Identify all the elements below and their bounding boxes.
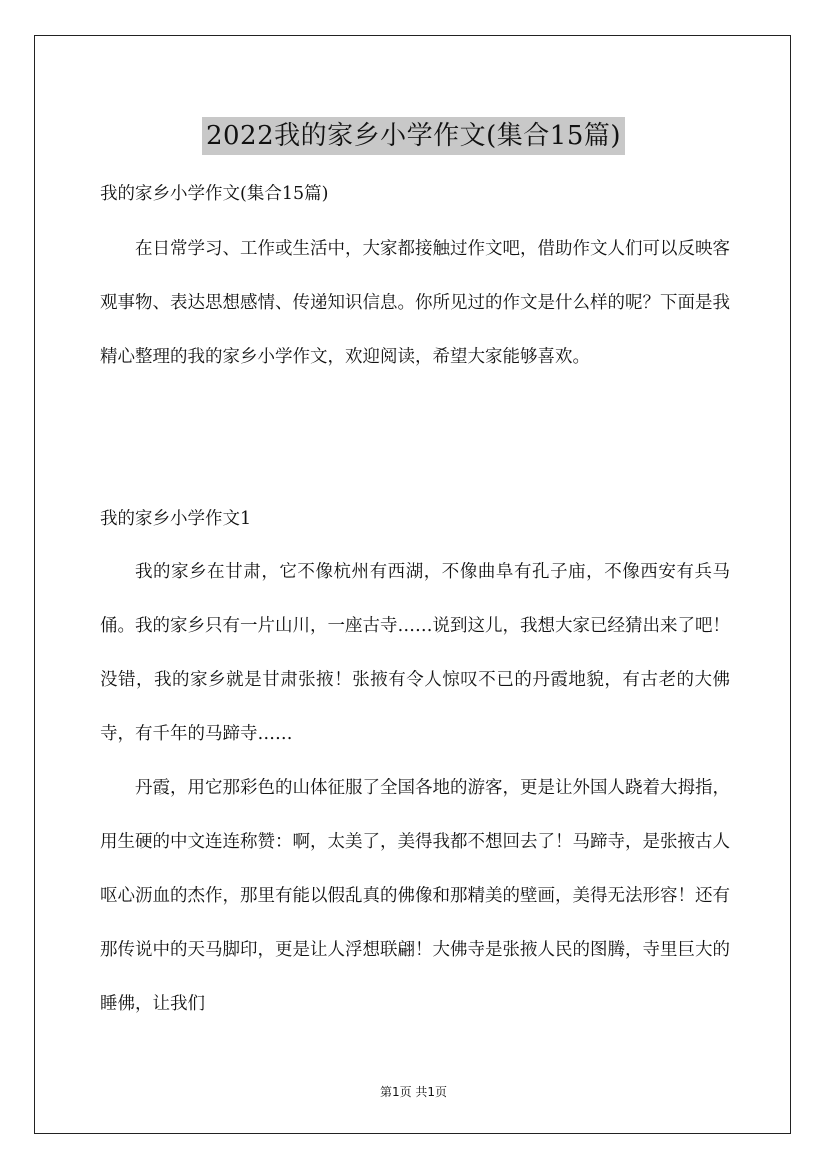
body-paragraph: 我的家乡在甘肃，它不像杭州有西湖，不像曲阜有孔子庙，不像西安有兵马俑。我的家乡只有一片山川，一座古寺……说到这儿，我想大家已经猜出来了吧！没错，我的家乡就是甘肃张掖！张掖有令人惊叹不已的丹霞地貌，有古老的大佛寺，有千年的马蹄寺…… <box>100 562 730 744</box>
document-subtitle: 我的家乡小学作文(集合15篇) <box>100 184 329 204</box>
title-container <box>0 100 827 173</box>
section-heading: 我的家乡小学作文1 <box>100 509 252 529</box>
body-paragraph: 丹霞，用它那彩色的山体征服了全国各地的游客，更是让外国人跷着大拇指，用生硬的中文连连称赞：啊，太美了，美得我都不想回去了！马蹄寺，是张掖古人呕心沥血的杰作，那里有能以假乱真的佛像和那精美的壁画，美得无法形容！还有那传说中的天马脚印，更是让人浮想联翩！大佛寺是张掖人民的图腾，寺里巨大的睡佛，让我们 <box>100 778 730 1014</box>
page-footer: 第1页 共1页 <box>379 1085 448 1099</box>
intro-paragraph: 在日常学习、工作或生活中，大家都接触过作文吧，借助作文人们可以反映客观事物、表达思想感情、传递知识信息。你所见过的作文是什么样的呢？下面是我精心整理的我的家乡小学作文，欢迎阅读，希望大家能够喜欢。 <box>100 239 730 367</box>
document-title: 2022我的家乡小学作文(集合15篇) <box>202 117 625 155</box>
